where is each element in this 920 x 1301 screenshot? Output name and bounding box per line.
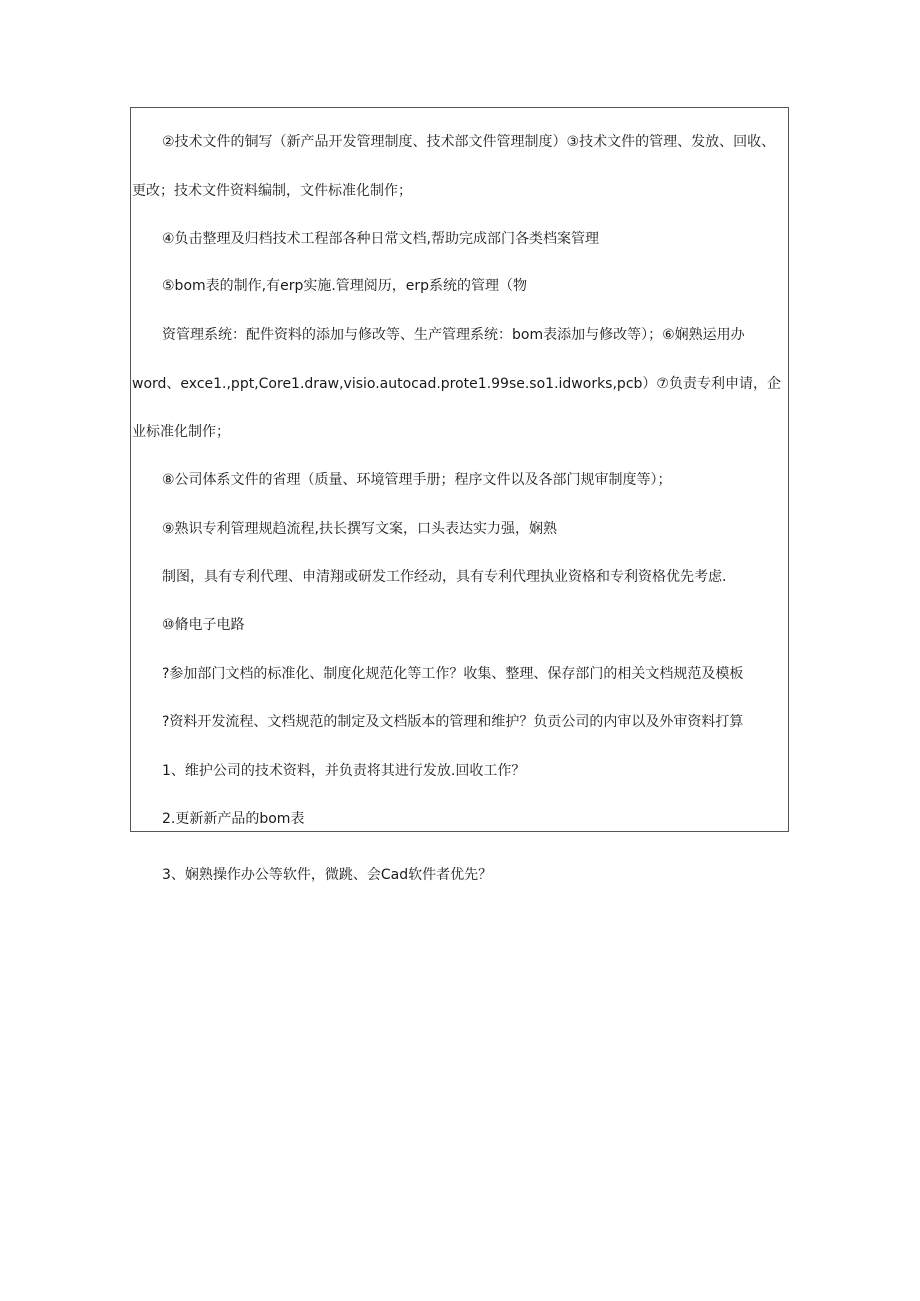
- text-line-13: ?资料开发流程、文档规范的制定及文档版本的管理和维护？负贡公司的内审以及外审资料打算: [162, 714, 744, 730]
- text-line-6: word、exce1.,ppt,Core1.draw,visio.autocad.prote1.99se.so1.idworks,pcb）⑦负责专利申请，企: [132, 376, 781, 392]
- text-line-9: ⑨熟识专利管理规趋流程,扶长撰写文案，口头表达实力强，娴熟: [162, 521, 557, 537]
- text-line-5: 资管理系统：配件资料的添加与修改等、生产管理系统：bom表添加与修改等）；⑥娴熟运用办: [162, 327, 745, 343]
- text-line-2: 更改；技术文件资料编制，文件标准化制作；: [132, 183, 412, 199]
- text-line-14: 1、维护公司的技术资料，并负责将其进行发放.回收工作？: [162, 763, 526, 779]
- text-line-11: ⑩脩电子电路: [162, 617, 245, 633]
- text-line-15: 2.更新新产品的bom表: [162, 811, 305, 827]
- text-line-4: ⑤bom表的制作,有erp实施.管理阅历，erp系统的管理（物: [162, 278, 528, 294]
- text-line-outside: 3、娴熟操作办公等软件，微跳、会Cad软件者优先？: [162, 867, 493, 883]
- text-line-12: ?参加部门文档的标准化、制度化规范化等工作？收集、整理、保存部门的相关文档规范及模板: [162, 666, 744, 682]
- text-line-1: ②技术文件的铜写（新产品开发管理制度、技术部文件管理制度）③技术文件的管理、发放、回收、: [162, 134, 776, 150]
- text-line-7: 业标准化制作；: [132, 424, 230, 440]
- text-line-3: ④负击整理及归档技术工程部各种日常文档,帮助完成部门各类档案管理: [162, 231, 599, 247]
- text-line-10: 制图，具有专利代理、申清翔或研发工作经动，具有专利代理执业资格和专利资格优先考虑.: [162, 569, 727, 585]
- text-line-8: ⑧公司体系文件的省理（质量、环境管理手册；程序文件以及各部门规审制度等）；: [162, 472, 672, 488]
